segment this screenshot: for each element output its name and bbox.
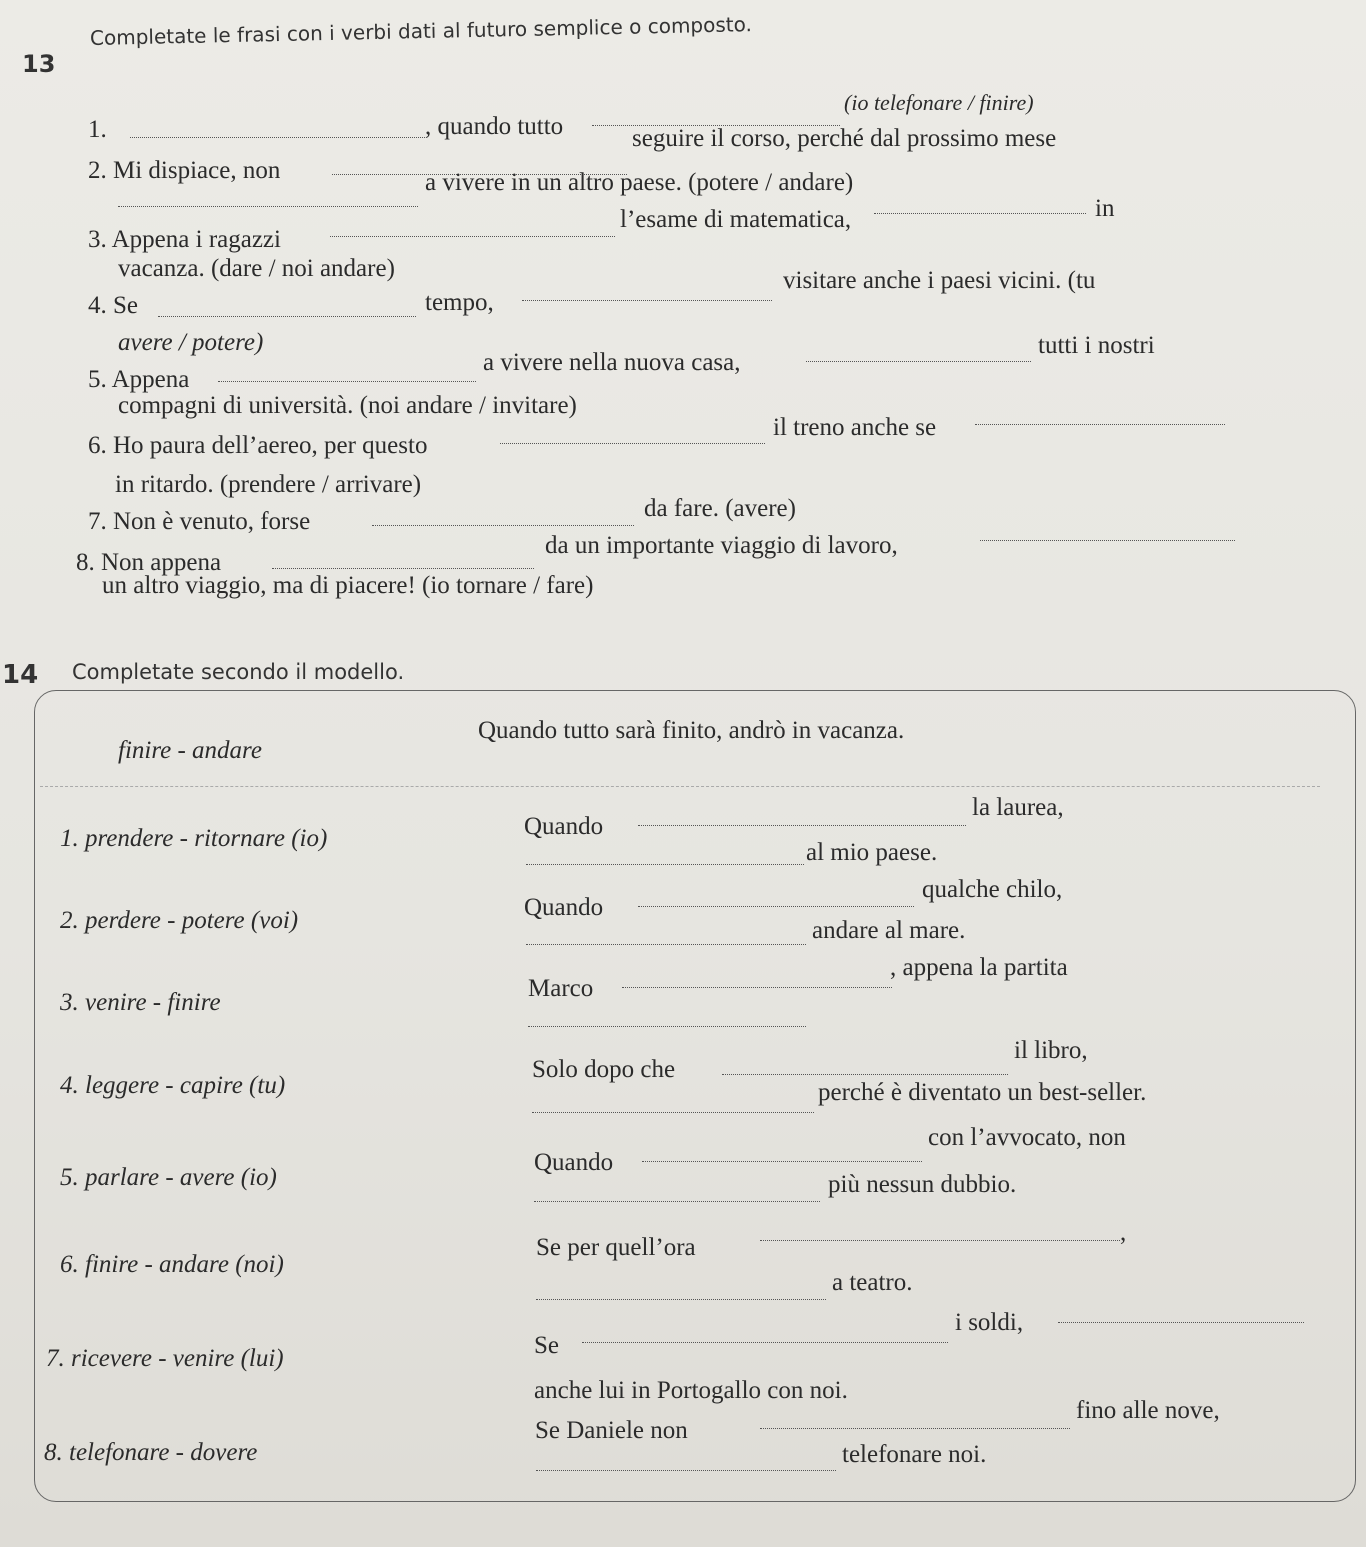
item-7-start: Se [534,1332,559,1359]
s5-blank-2[interactable] [806,361,1031,362]
s3-text-a: l’esame di matematica, [620,206,852,233]
s6-text-b: in ritardo. (prendere / arrivare) [115,471,422,498]
item-1-blank-2[interactable] [526,864,804,865]
s3-blank-1[interactable] [330,236,615,237]
model-sentence: Quando tutto sarà finito, andrò in vacanza. [478,717,905,744]
item-5-blank-2[interactable] [534,1201,820,1202]
item-2-start: Quando [524,894,604,921]
s8-blank-2[interactable] [980,540,1235,541]
s4-text: 4. Se [88,292,138,319]
item-6-blank-2[interactable] [536,1299,826,1300]
s6-blank-1[interactable] [500,443,765,444]
s8-blank-1[interactable] [272,568,534,569]
item-1-end: al mio paese. [806,839,938,866]
s8-text-a: da un importante viaggio di lavoro, [545,532,898,559]
item-5-end: più nessun dubbio. [828,1171,1017,1198]
item-6-start: Se per quell’ora [536,1234,696,1261]
exercise-13-instruction: Completate le frasi con i verbi dati al futuro semplice o composto. [89,12,753,50]
s8-text: 8. Non appena [76,549,222,576]
item-8-verbs: 8. telefonare - dovere [44,1439,258,1466]
item-7-verbs: 7. ricevere - venire (lui) [46,1345,284,1372]
item-3-verbs: 3. venire - finire [60,989,221,1016]
model-verbs: finire - andare [118,737,262,764]
exercise-13-number: 13 [22,50,56,78]
s5-text-a: a vivere nella nuova casa, [483,349,741,376]
item-3-mid: , appena la partita [890,954,1068,981]
s6-text-a: il treno anche se [773,414,937,441]
s7-text-a: da fare. (avere) [644,495,796,522]
item-4-start: Solo dopo che [532,1056,676,1083]
item-7-blank-2[interactable] [1058,1322,1304,1323]
item-4-blank-1[interactable] [722,1074,1008,1075]
item-1-mid: la laurea, [972,794,1064,821]
item-3-blank-2[interactable] [528,1026,806,1027]
item-5-blank-1[interactable] [642,1161,922,1162]
s1-hint: (io telefonare / finire) [844,90,1034,115]
s5-text-c: compagni di università. (noi andare / invitare) [118,392,577,419]
item-2-blank-2[interactable] [526,944,806,945]
s2-text-a: seguire il corso, perché dal prossimo mese [632,125,1057,152]
item-2-verbs: 2. perdere - potere (voi) [60,907,299,934]
item-2-blank-1[interactable] [638,906,914,907]
item-2-mid: qualche chilo, [922,876,1063,903]
s6-blank-2[interactable] [975,424,1225,425]
model-divider [40,786,1320,787]
s1-number: 1. [88,116,107,143]
item-5-mid: con l’avvocato, non [928,1124,1126,1151]
item-7-end: anche lui in Portogallo con noi. [534,1377,848,1404]
s7-text: 7. Non è venuto, forse [88,508,311,535]
item-5-verbs: 5. parlare - avere (io) [60,1164,277,1191]
item-1-blank-1[interactable] [638,825,966,826]
s2-text-b: a vivere in un altro paese. (potere / andare) [425,169,854,196]
s3-text-c: vacanza. (dare / noi andare) [118,255,395,282]
item-7-blank-1[interactable] [582,1342,948,1343]
s5-blank-1[interactable] [218,381,476,382]
item-8-start: Se Daniele non [535,1417,688,1444]
item-3-start: Marco [528,975,594,1002]
item-5-start: Quando [534,1149,614,1176]
s2-text: 2. Mi dispiace, non [88,157,281,184]
s7-blank-1[interactable] [372,525,634,526]
exercise-14-number: 14 [2,660,39,690]
item-8-blank-2[interactable] [536,1470,836,1471]
item-4-verbs: 4. leggere - capire (tu) [60,1072,286,1099]
item-6-end: a teatro. [832,1269,913,1296]
item-8-end: telefonare noi. [842,1441,987,1468]
s3-text: 3. Appena i ragazzi [88,226,281,253]
exercise-14-instruction: Completate secondo il modello. [72,660,405,684]
item-3-blank-1[interactable] [622,987,892,988]
s3-blank-2[interactable] [874,213,1086,214]
s4-blank-2[interactable] [522,300,772,301]
s3-text-b: in [1095,195,1115,222]
item-4-blank-2[interactable] [532,1112,814,1113]
s6-text: 6. Ho paura dell’aereo, per questo [88,432,428,459]
s1-blank-1[interactable] [130,137,425,138]
item-4-mid: il libro, [1014,1037,1088,1064]
item-7-mid: i soldi, [955,1309,1024,1336]
s4-text-c: avere / potere) [118,329,264,356]
item-4-end: perché è diventato un best-seller. [818,1079,1147,1106]
s8-text-b: un altro viaggio, ma di piacere! (io tornare / fare) [102,572,594,599]
item-6-verbs: 6. finire - andare (noi) [60,1251,284,1278]
item-6-blank-1[interactable] [760,1240,1120,1241]
s5-text-b: tutti i nostri [1038,332,1155,359]
item-1-verbs: 1. prendere - ritornare (io) [60,825,328,852]
s2-blank-2[interactable] [118,206,418,207]
s1-text: , quando tutto [425,113,564,140]
item-2-end: andare al mare. [812,917,966,944]
item-8-blank-1[interactable] [760,1428,1070,1429]
s4-text-b: visitare anche i paesi vicini. (tu [783,267,1096,294]
item-6-mid: , [1120,1219,1127,1246]
s5-text: 5. Appena [88,366,190,393]
s4-blank-1[interactable] [158,316,416,317]
item-8-mid: fino alle nove, [1076,1397,1220,1424]
item-1-start: Quando [524,813,604,840]
s4-text-a: tempo, [425,289,494,316]
